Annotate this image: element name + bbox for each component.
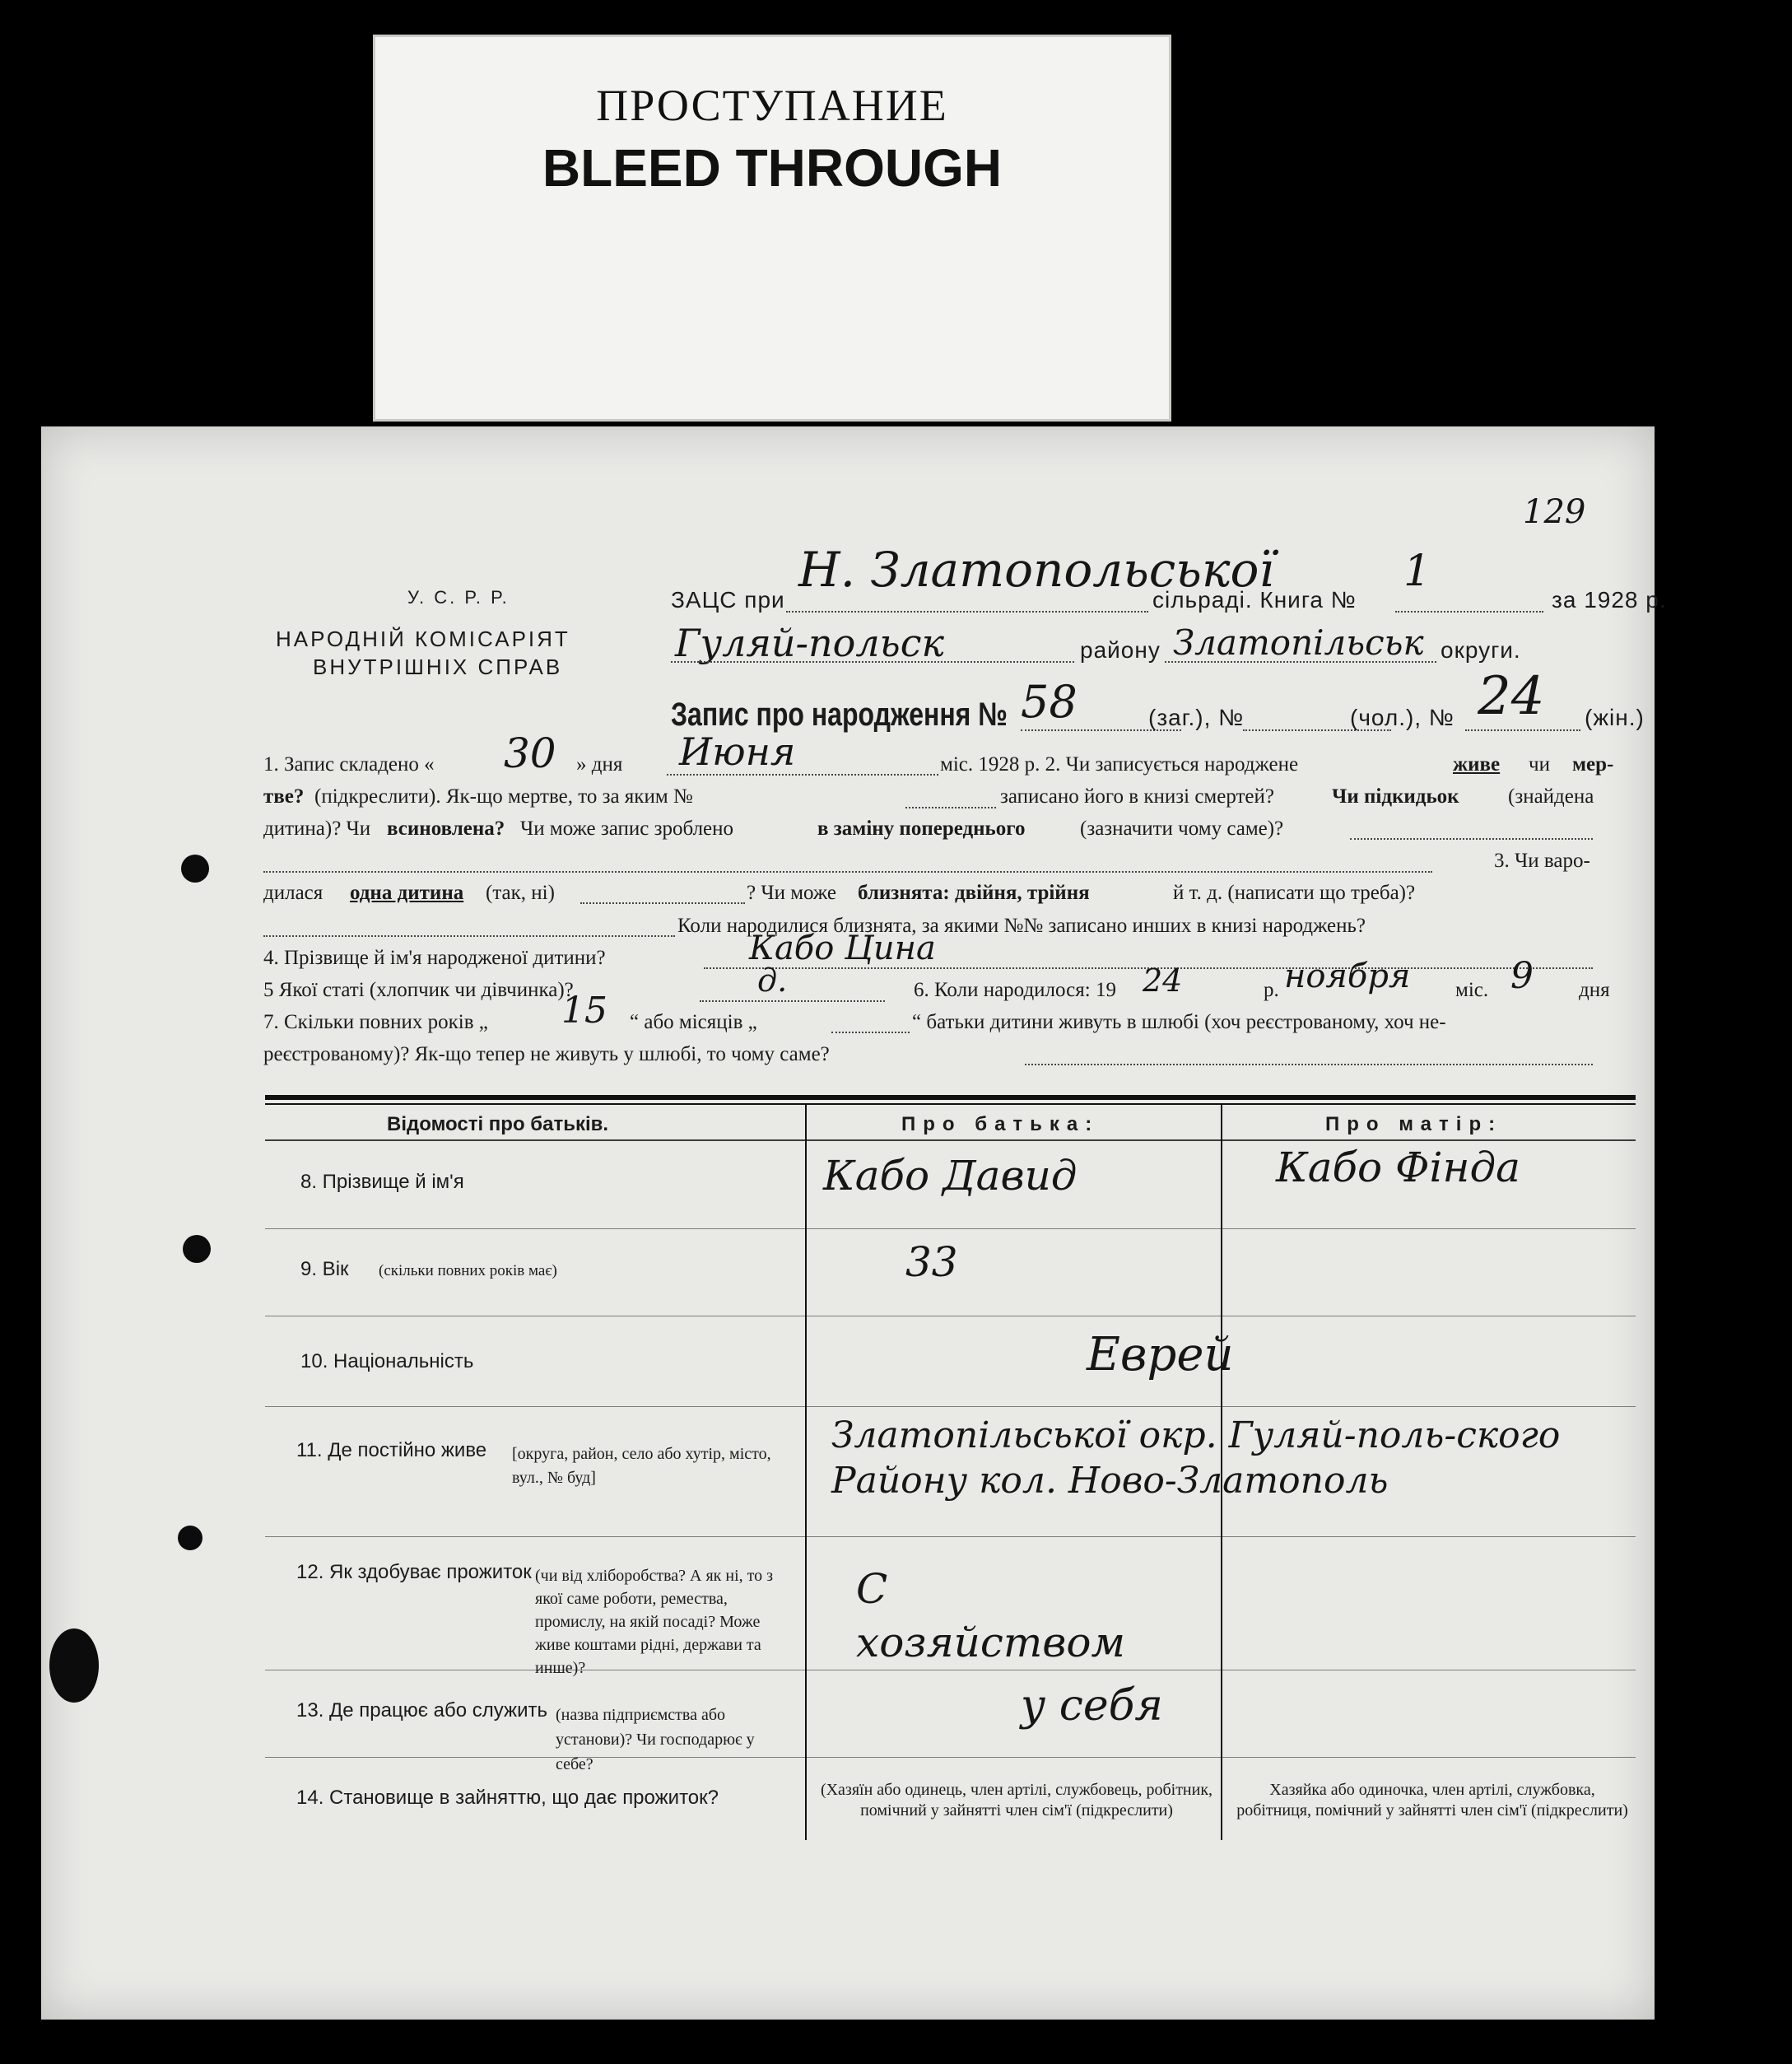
table-header-mother: Про матір:	[1325, 1113, 1503, 1135]
row-age-note: (скільки повних років має)	[379, 1262, 557, 1279]
father-nationality-value: Еврей	[1087, 1328, 1234, 1381]
father-work-value: у себя	[1021, 1681, 1163, 1731]
table-column-divider	[805, 1103, 807, 1840]
row-residence-label: 11. Де постійно живе	[296, 1439, 487, 1461]
table-top-rule-thin	[265, 1103, 1636, 1105]
zag-label: (заг.), №	[1148, 705, 1245, 730]
q1-text-d: чи	[1529, 753, 1550, 776]
book-number-value: 1	[1403, 547, 1431, 596]
fill-line	[1165, 661, 1436, 663]
chol-label: (чол.), №	[1350, 705, 1455, 730]
banner-title-en: BLEED THROUGH	[542, 138, 1003, 198]
q3-text-c: Чи може запис зроблено	[520, 818, 734, 840]
q4-child-name-label: 4. Прізвище й ім'я народженої дитини?	[263, 947, 606, 969]
fill-line	[700, 1000, 885, 1002]
mother-occupation-options: Хазяйка або одиночка, член артілі, службовка, робітниця, помічний у зайнятті член сім'ї (підкреслити)	[1236, 1781, 1628, 1819]
fill-line	[580, 902, 745, 904]
record-number-value: 58	[1021, 676, 1078, 728]
punch-hole	[183, 1235, 211, 1263]
record-day-value: 30	[504, 729, 556, 777]
q5-text-f: й т. д. (написати що треба)?	[1173, 882, 1416, 904]
table-row-divider	[265, 1406, 1636, 1407]
q1-text-a: 1. Запис складено «	[263, 753, 435, 776]
q2-text-b: (підкреслити). Як-що мертве, то за яким №	[314, 785, 693, 808]
q3-text-e: (зазначити чому саме)?	[1080, 818, 1284, 840]
row-age-label: 9. Вік	[300, 1258, 349, 1280]
fill-line	[671, 661, 1074, 663]
okrug-value: Златопільськ	[1173, 622, 1424, 663]
child-name-value: Кабо Цина	[749, 929, 936, 967]
q5-text-e: близнята: двійня, трійня	[858, 882, 1090, 904]
mother-name-value: Кабо Фінда	[1276, 1144, 1520, 1191]
birth-record-sheet	[41, 426, 1667, 2020]
table-row-divider	[265, 1228, 1636, 1229]
table-row-divider	[265, 1139, 1636, 1141]
q5-text-b: одна дитина	[350, 882, 464, 904]
fill-line	[1350, 838, 1593, 840]
row-work-note: (назва підприємства або установи)? Чи господарює у себе?	[556, 1706, 755, 1773]
child-sex-value: д.	[757, 962, 788, 999]
q7-text-d: реєстрованому)? Як-що тепер не живуть у шлюбі, то чому саме?	[263, 1043, 830, 1065]
q6-year-suffix: р.	[1264, 979, 1279, 1001]
q2-text-d: Чи підкидьок	[1332, 785, 1459, 808]
page-number: 129	[1523, 493, 1586, 531]
row-livelihood-label: 12. Як здобуває прожиток	[296, 1561, 532, 1583]
table-header-parents: Відомості про батьків.	[387, 1113, 609, 1135]
district-value: Гуляй-польск	[675, 621, 944, 665]
table-row-divider	[265, 1536, 1636, 1537]
father-occupation-options: (Хазяїн або одинець, член артілі, службовець, робітник, помічний у зайнятті член сім'ї (підкреслити)	[820, 1781, 1213, 1819]
q5-sex-label: 5 Якої статі (хлопчик чи дівчинка)?	[263, 979, 574, 1001]
fill-line	[1465, 729, 1580, 731]
punch-hole	[49, 1628, 99, 1703]
district-label: району	[1080, 637, 1161, 663]
header-internal-affairs: ВНУТРІШНІХ СПРАВ	[313, 655, 563, 679]
record-month-value: Июня	[679, 729, 796, 774]
row-livelihood-note: (чи від хліборобства? А як ні, то з якої саме роботи, ремества, промислу, на якій посаді? Може живе коштами рідні, держави та инше)?	[535, 1567, 774, 1677]
q5-text-a: дилася	[263, 882, 323, 904]
birth-year-value: 24	[1143, 962, 1183, 999]
fill-line	[263, 935, 675, 937]
birth-month-value: ноября	[1284, 957, 1411, 995]
father-residence-value: Златопільської окр. Гуляй-поль-ского Району кол. Ново-Златополь	[831, 1414, 1561, 1502]
punch-hole	[178, 1526, 202, 1550]
fill-line	[1395, 611, 1543, 613]
record-title: Запис про народження №	[671, 697, 1008, 733]
marriage-years-value: 15	[561, 990, 607, 1032]
q7-text-a: 7. Скільки повних років „	[263, 1011, 488, 1033]
fill-line	[263, 871, 1432, 873]
q3-text-b: всиновлена?	[387, 818, 505, 840]
q2-text-c: записано його в книзі смертей?	[1000, 785, 1274, 808]
row-residence-note: [округа, район, село або хутір, місто, вул., № буд]	[512, 1445, 771, 1487]
q1-alive-option: живе	[1453, 753, 1501, 776]
row-occupation-label: 14. Становище в зайняттю, що дає прожиток?	[296, 1787, 719, 1809]
header-commissariat: НАРОДНІЙ КОМІСАРІЯТ	[276, 627, 570, 651]
zags-village-value: Н. Златопольської	[798, 542, 1274, 598]
table-top-rule	[265, 1095, 1636, 1100]
row-name-label: 8. Прізвище й ім'я	[300, 1171, 464, 1193]
fill-line	[831, 1032, 910, 1033]
q5-text-c: (так, ні)	[486, 882, 555, 904]
table-header-father: Про батька:	[901, 1113, 1100, 1135]
q6-month-label: міс.	[1455, 979, 1489, 1001]
record-female-number-value: 24	[1478, 666, 1545, 727]
q6-day-label: дня	[1579, 979, 1610, 1001]
q1-text-c: міс. 1928 р. 2. Чи записується народжене	[940, 753, 1299, 776]
zags-label: ЗАЦС при	[671, 587, 785, 613]
father-livelihood-value: С хозяйством	[856, 1565, 1125, 1666]
fill-line	[905, 807, 996, 808]
header-ussr: У. С. Р. Р.	[407, 587, 510, 608]
q3-text-a: дитина)? Чи	[263, 818, 371, 840]
q3-number-text: 3. Чи варо-	[1494, 850, 1590, 872]
q1-text-b: » дня	[576, 753, 623, 776]
q5-text-d: ? Чи може	[747, 882, 836, 904]
fill-line	[1025, 1064, 1593, 1065]
q1-dead-option: мер-	[1572, 753, 1614, 776]
birth-day-value: 9	[1510, 955, 1534, 997]
okrug-label: округи.	[1441, 637, 1521, 663]
fill-line	[786, 611, 1148, 613]
q7-text-c: “ батьки дитини живуть в шлюбі (хоч реєстрованому, хоч не-	[912, 1011, 1446, 1033]
zhin-label: (жін.)	[1585, 705, 1645, 730]
banner-title-ru: ПРОСТУПАНИЕ	[596, 81, 948, 130]
q7-text-b: “ або місяців „	[630, 1011, 757, 1033]
year-label: за 1928 р.	[1552, 587, 1667, 613]
punch-hole	[181, 855, 209, 883]
fill-line	[667, 774, 938, 776]
father-age-value: 33	[905, 1238, 958, 1286]
selrada-label: сільраді. Книга №	[1152, 587, 1357, 613]
q2-text-a: тве?	[263, 785, 305, 808]
row-work-label: 13. Де працює або служить	[296, 1699, 547, 1722]
father-name-value: Кабо Давид	[823, 1152, 1078, 1200]
q2-text-e: (знайдена	[1508, 785, 1594, 808]
bleed-through-banner	[373, 35, 1171, 422]
q6-twins-text: Коли народилися близнята, за якими №№ записано инших в книзі народжень?	[677, 915, 1366, 937]
row-nationality-label: 10. Національність	[300, 1350, 474, 1372]
q3-text-d: в заміну попереднього	[817, 818, 1026, 840]
q6-born-label: 6. Коли народилося: 19	[914, 979, 1116, 1001]
